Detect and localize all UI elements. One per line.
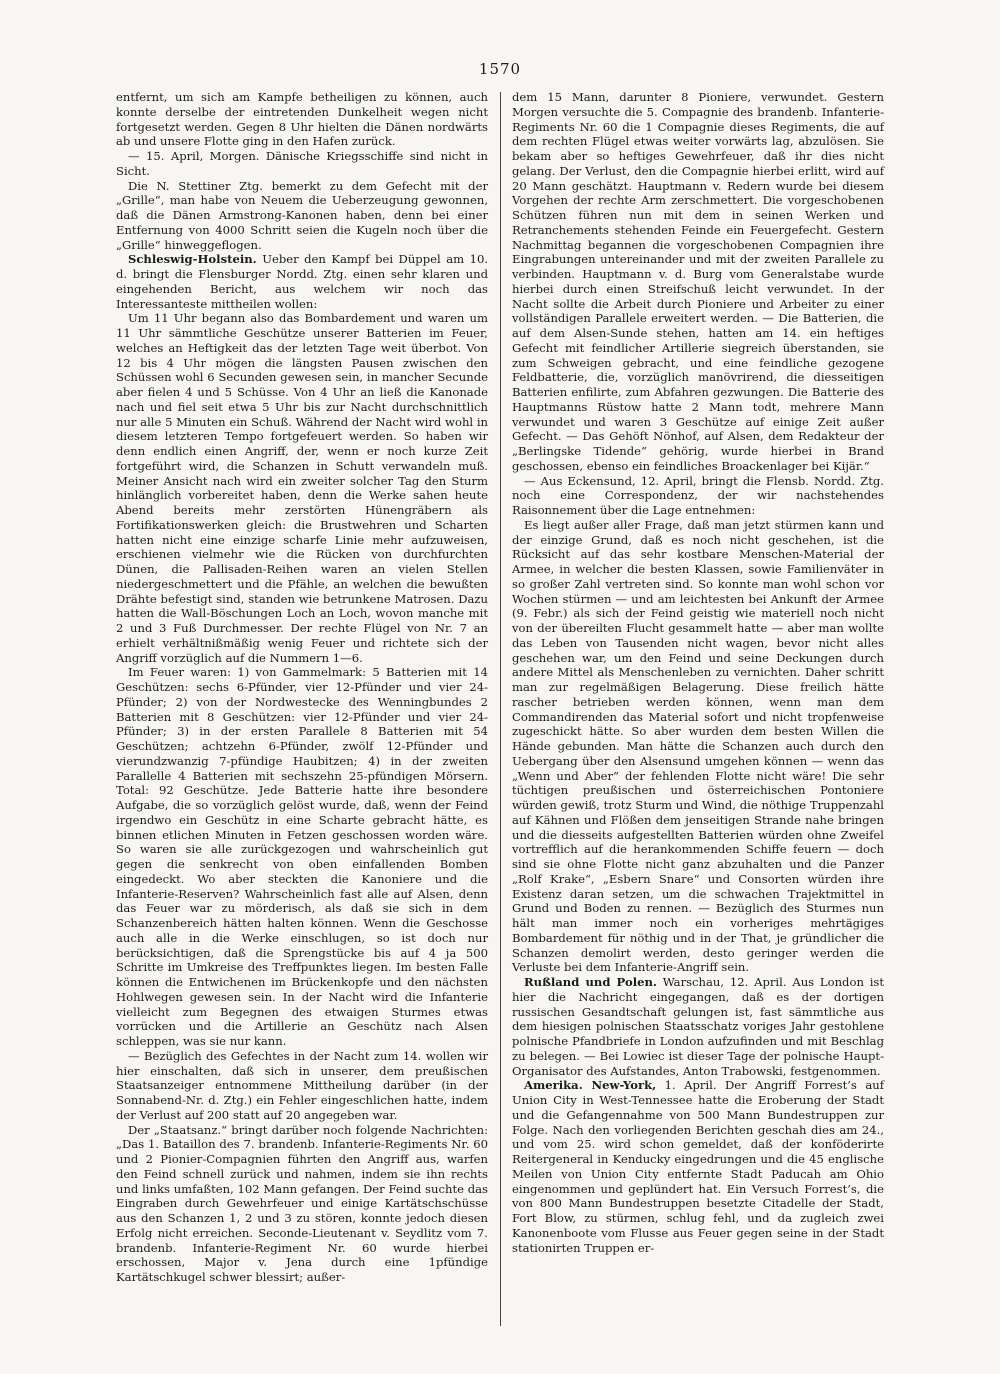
paragraph	[116, 1049, 488, 1123]
paragraph-text: — 15. April, Morgen. Dänische Kriegsschiffe sind nicht in Sicht.	[116, 149, 488, 178]
section-heading: Schleswig-Holstein.	[128, 252, 257, 267]
paragraph-text: Die N. Stettiner Ztg. bemerkt zu dem Gefecht mit der „Grille“, man habe von Neuem die Ueberzeugung gewonnen, daß die Dänen Armstrong-Kanonen haben, denn bei einer Entfernung von 4000 Schritt seien die Kugeln noch über die „Grille“ hinweggeflogen.	[116, 178, 488, 252]
paragraph	[116, 665, 488, 1049]
paragraph-text: Es liegt außer aller Frage, daß man jetzt stürmen kann und der einzige Grund, daß es noch nicht geschehen, ist die Rücksicht auf das sehr kostbare Menschen-Material der Armee, in welcher die besten Klassen, sowie Familienväter in so großer Zahl vertreten sind. So konnte man wohl schon vor Wochen stürmen — und am leichtesten bei Ankunft der Armee (9. Febr.) als sich der Feind geistig wie materiell noch nicht von der übereilten Flucht gesammelt hatte — aber man wollte das Leben von Tausenden nicht wagen, bevor nicht alles geschehen war, um den Feind und seine Deckungen durch andere Mittel als Menschenleben zu vernichten. Daher schritt man zur regelmäßigen Belagerung. Diese freilich hätte rascher betrieben werden können, wenn man dem Commandirenden das Material sofort und nicht tropfenweise zugeschickt hätte. So aber wurden dem besten Willen die Hände gebunden. Man hätte die Schanzen auch durch den Uebergang über den Alsensund umgehen können — wenn das „Wenn und Aber“ der fehlenden Flotte nicht wäre! Die sehr tüchtigen preußischen und österreichischen Pontoniere würden gewiß, trotz Sturm und Wind, die nöthige Truppenzahl auf Kähnen und Flößen dem jenseitigen Strande nahe bringen und die diesseits aufgestellten Batterien würden ohne Zweifel vortrefflich auf die herankommenden Schiffe feuern — doch sind sie ohne Flotte nicht ganz abzuhalten und die Panzer „Rolf Krake“, „Esbern Snare“ und Consorten würden ihre Existenz daran setzen, um die schwachen Trajektmittel in Grund und Boden zu rennen. — Bezüglich des Sturmes nun hält man immer noch ein vorheriges mehrtägiges Bombardement für nöthig und in der That, je gründlicher die Schanzen demolirt werden, desto geringer werden die Verluste bei dem Infanterie-Angriff sein.	[512, 517, 884, 975]
paragraph-text: Im Feuer waren: 1) von Gammelmark: 5 Batterien mit 14 Geschützen: sechs 6-Pfünder, vier 12-Pfünder und vier 24-Pfünder; 2) von der Nordwestecke des Wenningbundes 2 Batterien mit 8 Geschützen: vier 12-Pfünder und vier 24-Pfünder; 3) in der ersten Parallele 8 Batterien mit 54 Geschützen; achtzehn 6-Pfünder, zwölf 12-Pfünder und vierundzwanzig 7-pfündige Haubitzen; 4) in der zweiten Parallelle 4 Batterien mit sechszehn 25-pfündigen Mörsern. Total: 92 Geschütze. Jede Batterie hatte ihre besondere Aufgabe, die so vorzüglich gelöst wurde, daß, wenn der Feind irgendwo ein Geschütz in eine Scharte gebracht hätte, es binnen etlichen Minuten in Fetzen geschossen worden wäre. So waren sie alle zurückgezogen und wahrscheinlich gut gegen die senkrecht von oben einfallenden Bomben eingedeckt. Wo aber steckten die Kanoniere und die Infanterie-Reserven? Wahrscheinlich fast alle auf Alsen, denn das Feuer war zu mörderisch, als daß sie sich in dem Schanzenbereich hätten halten können. Wenn die Geschosse auch alle in die Werke einschlugen, so ist doch nur berücksichtigen, daß die Sprengstücke bis auf 4 ja 500 Schritte im Umkreise des Treffpunktes liegen. Im besten Falle können die Entwichenen im Brückenkopfe und den nächsten Hohlwegen gewesen sein. In der Nacht wird die Infanterie vielleicht zum Begegnen des etwaigen Sturmes etwas vorrücken und die Artillerie an Geschütz nach Alsen schleppen, was sie nur kann.	[116, 665, 488, 1048]
paragraph	[512, 90, 884, 474]
paragraph	[116, 311, 488, 665]
section-heading: Amerika. New-York,	[524, 1078, 657, 1093]
paragraph	[512, 975, 884, 1078]
paragraph-text: entfernt, um sich am Kampfe betheiligen zu können, auch konnte derselbe der eintretenden Dunkelheit wegen nicht fortgesetzt werden. Gegen 8 Uhr hielten die Dänen nordwärts ab und unsere Flotte ging in den Hafen zurück.	[116, 90, 488, 149]
section-heading: Rußland und Polen.	[524, 975, 657, 989]
paragraph	[116, 179, 488, 253]
paragraph-text: Um 11 Uhr begann also das Bombardement und waren um 11 Uhr sämmtliche Geschütze unserer Batterien im Feuer, welches an Heftigkeit das der letzten Tage weit überbot. Von 12 bis 4 Uhr mögen die längsten Pausen zwischen den Schüssen wohl 6 Secunden gewesen sein, in mancher Secunde aber fielen 4 und 5 Schüsse. Von 4 Uhr an ließ die Kanonade nach und fiel seit etwa 5 Uhr bis zur Nacht durchschnittlich nur alle 5 Minuten ein Schuß. Während der Nacht wird wohl in diesem letzteren Tempo fortgefeuert werden. So haben wir denn endlich einen Angriff, der, wenn er noch kurze Zeit fortgeführt wird, die Schanzen in Schutt verwandeln muß. Meiner Ansicht nach wird ein zweiter solcher Tag den Sturm hinlänglich vorbereitet haben, denn die Werke sahen heute Abend bereits mehr zerstörten Hünengräbern als Fortifikationswerken gleich: die Brustwehren und Scharten hatten nicht eine einzige scharfe Linie mehr aufzuweisen, erschienen vielmehr wie die Rücken von durchfurchten Dünen, die Pallisaden-Reihen waren an vielen Stellen niedergeschmettert und die Pfähle, an welchen die bewußten Drähte befestigt sind, standen wie betrunkene Matrosen. Dazu hatten die Wall-Böschungen Loch an Loch, wovon manche mit 2 und 3 Fuß Durchmesser. Der rechte Flügel von Nr. 7 an erhielt verhältnißmäßig wenig Feuer und richtete sich der Angriff vorzüglich auf die Nummern 1—6.	[116, 311, 488, 665]
right-column	[512, 90, 884, 1255]
paragraph-text: — Bezüglich des Gefechtes in der Nacht zum 14. wollen wir hier einschalten, daß sich in unserer, dem preußischen Staatsanzeiger entnommene Mittheilung darüber (in der Sonnabend-Nr. d. Ztg.) ein Fehler eingeschlichen hatte, indem der Verlust auf 200 statt auf 20 angegeben war.	[116, 1048, 488, 1122]
paragraph	[116, 1123, 488, 1285]
page-number: 1570	[478, 60, 522, 78]
paragraph-text: Der „Staatsanz.“ bringt darüber noch folgende Nachrichten: „Das 1. Bataillon des 7. brandenb. Infanterie-Regiments Nr. 60 und 2 Pionier-Compagnien führten den Angriff aus, warfen den Feind schnell zurück und nahmen, indem sie ihn rechts und links umfaßten, 102 Mann gefangen. Der Feind suchte das Eingraben durch Gewehrfeuer und einige Kartätschschüsse aus den Schanzen 1, 2 und 3 zu stören, konnte jedoch diesen Erfolg nicht erreichen. Seconde-Lieutenant v. Seydlitz vom 7. brandenb. Infanterie-Regiment Nr. 60 wurde hierbei erschossen, Major v. Jena durch eine 1pfündige Kartätschkugel schwer blessirt; außer-	[116, 1122, 488, 1284]
paragraph	[116, 149, 488, 179]
paragraph	[116, 252, 488, 311]
paragraph	[512, 1078, 884, 1255]
paragraph-text: dem 15 Mann, darunter 8 Pioniere, verwundet. Gestern Morgen versuchte die 5. Compagnie des brandenb. Infanterie-Regiments Nr. 60 die 1 Compagnie dieses Regiments, die auf dem rechten Flügel etwas weiter vorwärts lag, abzulösen. Sie bekam aber so heftiges Gewehrfeuer, daß ihr dies nicht gelang. Der Verlust, den die Compagnie hierbei erlitt, wird auf 20 Mann geschätzt. Hauptmann v. Redern wurde bei diesem Vorgehen der rechte Arm zerschmettert. Die vorgeschobenen Schützen führen nun mit dem in seinen Werken und Retranchements stehenden Feinde ein Feuergefecht. Gestern Nachmittag begannen die vorgeschobenen Compagnien ihre Eingrabungen untereinander und mit der zweiten Parallele zu verbinden. Hauptmann v. d. Burg vom Generalstabe wurde hierbei durch einen Streifschuß leicht verwundet. In der Nacht sollte die Arbeit durch Pioniere und Arbeiter zu einer vollständigen Parallele erweitert werden. — Die Batterien, die auf dem Alsen-Sunde stehen, hatten am 14. ein heftiges Gefecht mit feindlicher Artillerie siegreich überstanden, sie zum Schweigen gebracht, und eine feindliche gezogene Feldbatterie, die, vorzüglich manövrirend, die diesseitigen Batterien enfilirte, zum Abfahren gezwungen. Die Batterie des Hauptmanns Rüstow hatte 2 Mann todt, mehrere Mann verwundet und waren 3 Geschütze auf einige Zeit außer Gefecht. — Das Gehöft Nönhof, auf Alsen, dem Redakteur der „Berlingske Tidende“ gehörig, wurde hierbei in Brand geschossen, ebenso ein feindliches Broackenlager bei Kijär.“	[512, 90, 884, 473]
left-column	[116, 90, 488, 1285]
paragraph-text: Warschau, 12. April. Aus London ist hier die Nachricht eingegangen, daß es der dortigen russischen Gesandtschaft gelungen ist, fast sämmtliche aus dem hiesigen polnischen Staatsschatz voriges Jahr gestohlene polnische Pfandbriefe in London aufzufinden und mit Beschlag zu belegen. — Bei Lowiec ist dieser Tage der polnische Haupt-Organisator des Aufstandes, Anton Trabowski, festgenommen.	[512, 975, 885, 1078]
paragraph-text: 1. April. Der Angriff Forrest’s auf Union City in West-Tennessee hatte die Eroberung der Stadt und die Gefangennahme von 500 Mann Bundestruppen zur Folge. Nach den vorliegenden Berichten geschah dies am 24., und vom 25. wird schon gemeldet, daß der konföderirte Reitergeneral in Kenducky eingedrungen und die 45 englische Meilen von Union City entfernte Stadt Paducah am Ohio eingenommen und geplündert hat. Ein Versuch Forrest’s, die von 800 Mann Bundestruppen besetzte Citadelle der Stadt, Fort Blow, zu stürmen, schlug fehl, und da zugleich zwei Kanonenboote vom Flusse aus Feuer gegen seine in der Stadt stationirten Truppen er-	[512, 1078, 884, 1255]
paragraph-text: Ueber den Kampf bei Düppel am 10. d. bringt die Flensburger Nordd. Ztg. einen sehr klaren und eingehenden Bericht, aus welchem wir noch das Interessanteste mittheilen wollen:	[116, 252, 489, 311]
paragraph-text: — Aus Eckensund, 12. April, bringt die Flensb. Nordd. Ztg. noch eine Correspondenz, der wir nachstehendes Raisonnement über die Lage entnehmen:	[512, 473, 884, 517]
paragraph	[512, 518, 884, 975]
paragraph	[116, 90, 488, 149]
paragraph	[512, 474, 884, 518]
column-divider	[500, 92, 501, 1326]
